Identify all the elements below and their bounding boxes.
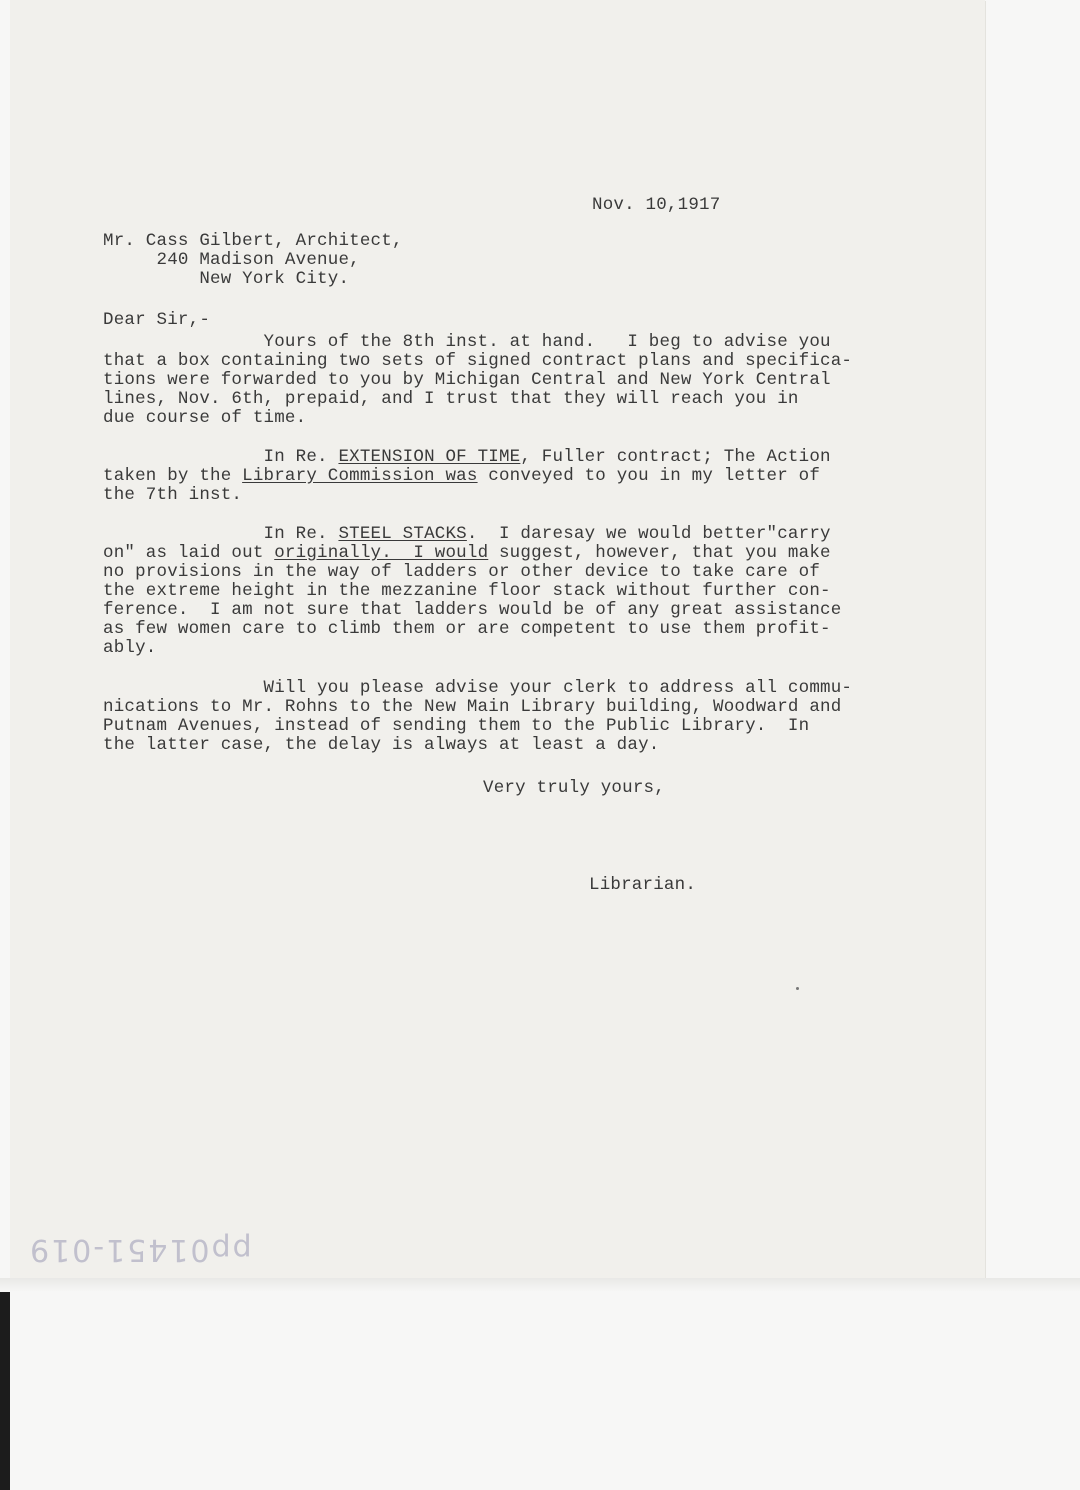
paragraph-line: Putnam Avenues, instead of sending them to the Public Library. In [103, 716, 810, 736]
paragraph-line: lines, Nov. 6th, prepaid, and I trust that they will reach you in [103, 389, 799, 409]
paragraph-line: the latter case, the delay is always at least a day. [103, 735, 660, 755]
line-text: , Fuller contract; The Action [520, 447, 831, 467]
paragraph-line: nications to Mr. Rohns to the New Main Library building, Woodward and [103, 697, 842, 717]
underlined-subject: EXTENSION OF TIME [338, 447, 521, 467]
paragraph-line: as few women care to climb them or are competent to use them profit- [103, 619, 831, 639]
underlined-subject: STEEL STACKS [338, 524, 467, 544]
line-text: on" as laid out [103, 543, 275, 563]
address-line: New York City. [103, 269, 350, 289]
paragraph-line: no provisions in the way of ladders or other device to take care of [103, 562, 821, 582]
paragraph-shipment [103, 333, 913, 428]
paragraph-extension [103, 448, 913, 505]
underlined-phrase: Library Commission was [242, 466, 478, 486]
line-text: suggest, however, that you make [488, 543, 831, 563]
paragraph-line [103, 448, 913, 467]
paragraph-line: ably. [103, 638, 157, 658]
paragraph-line: the extreme height in the mezzanine floor stack without further con- [103, 581, 831, 601]
paragraph-line: tions were forwarded to you by Michigan Central and New York Central [103, 370, 831, 390]
closing: Very truly yours, [483, 778, 665, 798]
paragraph-line: that a box containing two sets of signed contract plans and specifica- [103, 351, 853, 371]
paragraph-clerk [103, 679, 913, 755]
signature-title: Librarian. [589, 875, 697, 895]
paragraph-line: due course of time. [103, 408, 307, 428]
paper-speck [796, 987, 799, 990]
sheet-shadow [0, 1278, 1080, 1292]
line-text: taken by the [103, 466, 243, 486]
address-line: Mr. Cass Gilbert, Architect, [103, 231, 403, 251]
salutation: Dear Sir,- [103, 310, 211, 330]
archival-pencil-mark: pp01451-019 [28, 1232, 252, 1267]
paragraph-line: Will you please advise your clerk to address all commu- [103, 678, 853, 698]
line-text: In Re. [103, 524, 339, 544]
address-line: 240 Madison Avenue, [103, 250, 360, 270]
scan-edge [0, 1278, 10, 1490]
line-text: In Re. [103, 447, 339, 467]
letter-date: Nov. 10,1917 [592, 195, 721, 215]
paragraph-line [103, 544, 913, 563]
paragraph-line [103, 525, 913, 544]
paragraph-line: Yours of the 8th inst. at hand. I beg to advise you [103, 332, 831, 352]
underlined-phrase: originally. I would [274, 543, 489, 563]
line-text: conveyed to you in my letter of [477, 466, 821, 486]
line-text: . I daresay we would better"carry [466, 524, 831, 544]
paragraph-line: ference. I am not sure that ladders would be of any great assistance [103, 600, 842, 620]
paragraph-steel-stacks [103, 525, 913, 658]
paragraph-line [103, 467, 913, 486]
paragraph-line: the 7th inst. [103, 485, 243, 505]
recipient-address [103, 232, 913, 289]
